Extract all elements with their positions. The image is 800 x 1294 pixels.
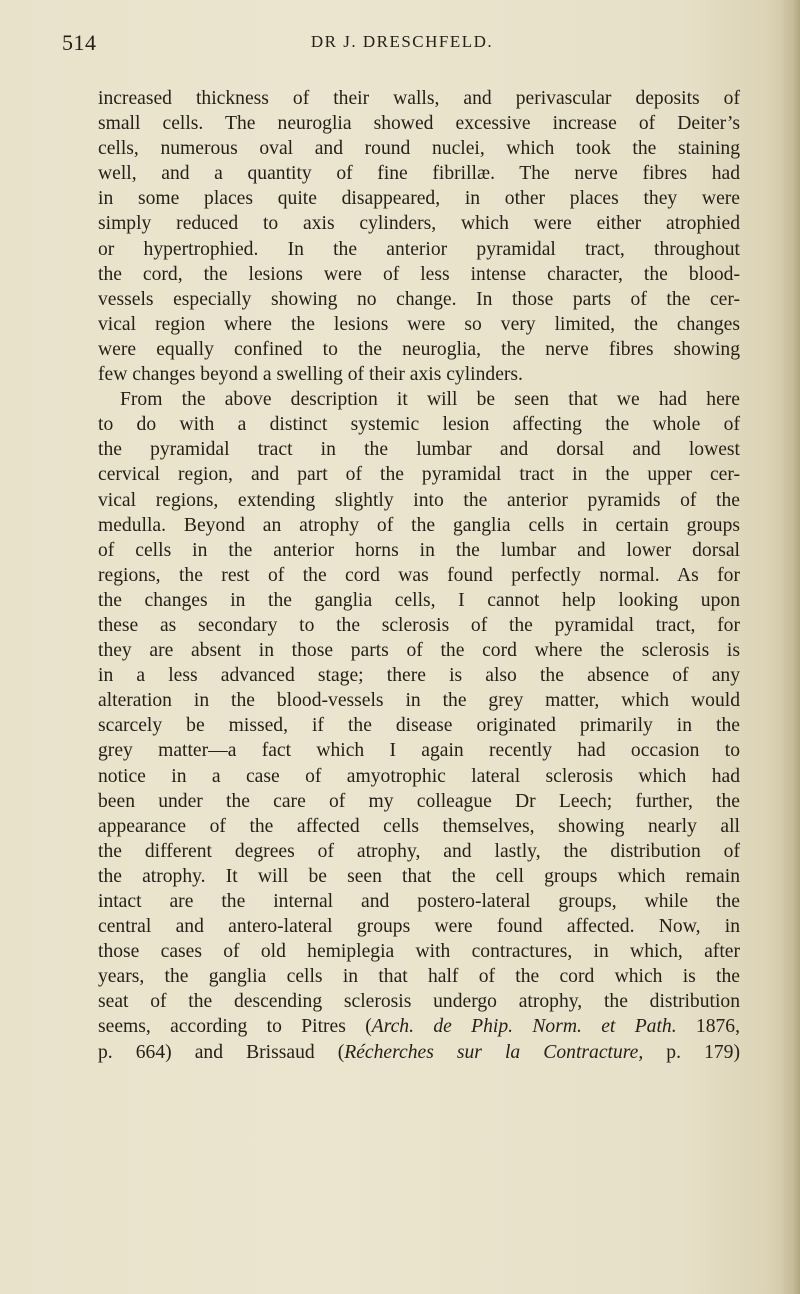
- citation-title: Arch. de Phip. Norm. et Path.: [371, 1016, 677, 1038]
- text-line: p. 664) and Brissaud (Récherches sur la Contracture, p. 179): [98, 1041, 740, 1063]
- text-line: seems, according to Pitres (Arch. de Phip. Norm. et Path. 1876,: [98, 1016, 741, 1038]
- text-line: the atrophy. It will be seen that the cell groups which remain: [98, 865, 740, 887]
- text-line: few changes beyond a swelling of their axis cylinders.: [98, 364, 523, 386]
- text-line: From the above description it will be seen that we had here: [120, 389, 740, 411]
- text-line: in some places quite disappeared, in other places they were: [98, 188, 740, 210]
- text-line: cells, numerous oval and round nuclei, which took the staining: [98, 138, 740, 160]
- text-line: vessels especially showing no change. In those parts of the cer-: [98, 288, 740, 310]
- text-line: the cord, the lesions were of less intense character, the blood-: [98, 263, 740, 285]
- text-line: well, and a quantity of fine fibrillæ. The nerve fibres had: [98, 163, 740, 185]
- text-line: scarcely be missed, if the disease originated primarily in the: [98, 715, 740, 737]
- text-line: or hypertrophied. In the anterior pyramidal tract, throughout: [98, 238, 740, 260]
- text-line: regions, the rest of the cord was found perfectly normal. As for: [98, 564, 740, 586]
- text-line: to do with a distinct systemic lesion affecting the whole of: [98, 414, 740, 436]
- page-edge-shadow: [782, 0, 800, 1294]
- page-number: 514: [62, 30, 97, 55]
- text-line: were equally confined to the neuroglia, the nerve fibres showing: [98, 338, 740, 360]
- text-line: alteration in the blood-vessels in the grey matter, which would: [98, 690, 740, 712]
- text-line: they are absent in those parts of the cord where the sclerosis is: [98, 640, 740, 662]
- text-line: small cells. The neuroglia showed excessive increase of Deiter’s: [98, 113, 740, 135]
- text-line: in a less advanced stage; there is also the absence of any: [98, 665, 740, 687]
- running-head: [62, 30, 742, 60]
- text-line: seat of the descending sclerosis undergo atrophy, the distribution: [98, 991, 740, 1013]
- text-line: the pyramidal tract in the lumbar and dorsal and lowest: [98, 439, 740, 461]
- text-line: central and antero-lateral groups were found affected. Now, in: [98, 916, 740, 938]
- text-line: medulla. Beyond an atrophy of the ganglia cells in certain groups: [98, 514, 740, 536]
- text-line: appearance of the affected cells themselves, showing nearly all: [98, 815, 740, 837]
- text-line: increased thickness of their walls, and perivascular deposits of: [98, 88, 740, 109]
- text-line: years, the ganglia cells in that half of the cord which is the: [98, 966, 740, 988]
- text-line: those cases of old hemiplegia with contractures, in which, after: [98, 941, 740, 963]
- text-line: cervical region, and part of the pyramidal tract in the upper cer-: [98, 464, 740, 486]
- text-line: these as secondary to the sclerosis of the pyramidal tract, for: [98, 614, 740, 636]
- text-line: of cells in the anterior horns in the lumbar and lower dorsal: [98, 539, 740, 561]
- text-line: vical regions, extending slightly into the anterior pyramids of the: [98, 489, 740, 511]
- text-line: simply reduced to axis cylinders, which were either atrophied: [98, 213, 740, 235]
- text-line: grey matter—a fact which I again recently had occasion to: [98, 740, 740, 762]
- running-head-author: DR J. DRESCHFELD.: [310, 32, 494, 51]
- text-line: notice in a case of amyotrophic lateral sclerosis which had: [98, 765, 740, 787]
- text-line: been under the care of my colleague Dr Leech; further, the: [98, 790, 740, 812]
- text-line: the different degrees of atrophy, and lastly, the distribution of: [98, 840, 740, 862]
- text-line: the changes in the ganglia cells, I cannot help looking upon: [98, 589, 740, 611]
- text-line: intact are the internal and postero-lateral groups, while the: [98, 891, 740, 912]
- citation-title: Récherches sur la Contracture,: [344, 1041, 644, 1063]
- text-line: vical region where the lesions were so very limited, the changes: [98, 313, 740, 335]
- body-text: [98, 86, 740, 1065]
